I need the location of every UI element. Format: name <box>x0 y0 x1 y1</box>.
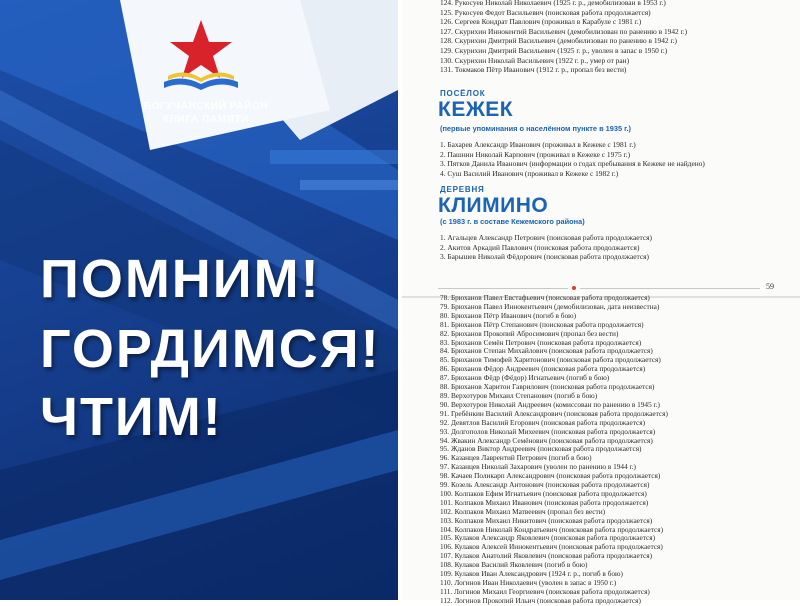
list-item: 96. Казанцев Лаврентий Петрович (погиб в бою) <box>440 453 592 463</box>
list-item: 87. Брюханов Фёдр (Фёдор) Игнатьевич (погиб в бою) <box>440 373 610 383</box>
list-item: 125. Рукосуев Федот Васильевич (поисковая работа продолжается) <box>440 7 651 17</box>
list-item: 103. Колпаков Михаил Никитович (поисковая работа продолжается) <box>440 515 653 525</box>
district-title: БОГУЧАНСКИЙ РАЙОН <box>143 101 269 112</box>
slogan-line-1: ПОМНИМ! <box>40 249 321 309</box>
list-item: 94. Жвакин Александр Семёнович (поисковая работа продолжается) <box>440 435 653 445</box>
list-item: 91. Гребёнкин Василий Александрович (поисковая работа продолжается) <box>440 408 668 418</box>
settlement-name: КЕЖЕК <box>438 98 514 121</box>
list-item: 105. Кулаков Александр Яковлевич (поисковая работа продолжается) <box>440 533 656 543</box>
list-item: 107. Кулаков Анатолий Яковлевич (поисковая работа продолжается) <box>440 551 653 561</box>
list-item: 83. Брюханов Семён Петрович (поисковая работа продолжается) <box>440 337 642 347</box>
settlement-type: ДЕРЕВНЯ <box>440 185 485 194</box>
list-item: 126. Сергеев Кондрат Павлович (проживал в Карабуле с 1981 г.) <box>440 17 642 27</box>
list-item: 88. Брюханов Харитон Гаврилович (поисковая работа продолжается) <box>440 382 655 392</box>
list-item: 111. Логинов Михаил Георгиевич (поисковая работа продолжается) <box>440 586 650 596</box>
list-item: 92. Девятлов Василий Егорович (поисковая работа продолжается) <box>440 417 646 427</box>
list-item: 127. Скурихин Иннокентий Васильевич (демобилизован по ранению в 1942 г.) <box>440 26 688 36</box>
list-item: 1. Бахарев Александр Иванович (проживал в Кежеке с 1981 г.) <box>440 140 636 149</box>
list-item: 99. Козель Александр Антонович (поисковая работа продолжается) <box>440 480 650 490</box>
list-item: 124. Рукосуев Николай Николаевич (1925 г. р., демобилизован в 1953 г.) <box>440 0 666 7</box>
settlement-note: (первые упоминания о населённом пункте в 1935 г.) <box>440 124 632 133</box>
footer-rule <box>438 288 568 289</box>
star-book-logo <box>158 16 244 96</box>
list-item: 112. Логинов Прокопий Ильич (поисковая работа продолжается) <box>440 595 641 605</box>
list-item: 89. Верхотуров Михаил Степанович (погиб в бою) <box>440 390 598 400</box>
list-item: 128. Скурихин Дмитрий Васильевич (демобилизован по ранению в 1942 г.) <box>440 36 677 46</box>
list-item: 104. Колпаков Николай Кондратьевич (поисковая работа продолжается) <box>440 524 664 534</box>
slogan-line-2: ГОРДИМСЯ! <box>40 319 381 379</box>
list-item: 110. Логинов Иван Николаевич (уволен в запас в 1950 г.) <box>440 578 617 587</box>
list-item: 131. Токмаков Пётр Иванович (1912 г. р., пропал без вести) <box>440 65 627 75</box>
list-item: 4. Суш Василий Иванович (проживал в Кежеке с 1982 г.) <box>440 168 619 178</box>
list-item: 95. Жданов Виктор Андреевич (поисковая работа продолжается) <box>440 444 642 454</box>
list-item: 78. Брюханов Павел Евстафьевич (поисковая работа продолжается) <box>440 293 650 302</box>
list-item: 108. Кулаков Василий Яковлевич (погиб в бою) <box>440 560 588 570</box>
list-item: 97. Казанцев Николай Захарович (уволен по ранению в 1944 г.) <box>440 462 636 472</box>
footer-dot <box>572 286 576 290</box>
list-item: 1. Агальцев Александр Петрович (поисковая работа продолжается) <box>440 233 652 242</box>
settlement-name: КЛИМИНО <box>438 194 549 217</box>
list-item: 80. Брюханов Пётр Иванович (погиб в бою) <box>440 310 577 320</box>
list-item: 81. Брюханов Пётр Степанович (поисковая работа продолжается) <box>440 319 644 329</box>
list-item: 109. Кулаков Иван Александрович (1924 г. р., погиб в бою) <box>440 569 623 579</box>
slogan-line-3: ЧТИМ! <box>40 387 223 447</box>
footer-rule <box>580 288 760 289</box>
list-item: 82. Брюханов Прокопий Абросимович (пропал без вести) <box>440 328 619 338</box>
book-cover <box>0 0 398 600</box>
list-item: 102. Колпаков Михаил Матвеевич (пропал без вести) <box>440 506 606 516</box>
book-title: КНИГА ПАМЯТИ <box>163 114 249 125</box>
list-item: 79. Брюханов Павел Иннокентьевич (демобилизован, дата неизвестна) <box>440 301 660 311</box>
list-item: 90. Верхотуров Николай Андреевич (комиссован по ранению в 1945 г.) <box>440 399 660 409</box>
list-item: 85. Брюханов Тимофей Харитонович (поисковая работа продолжается) <box>440 355 661 365</box>
list-item: 2. Пашнин Николай Карпович (проживал в Кежеке с 1975 г.) <box>440 149 631 159</box>
settlement-note: (с 1983 г. в составе Кежемского района) <box>440 217 585 226</box>
list-item: 129. Скурихин Дмитрий Васильевич (1925 г. р., уволен в запас в 1950 г.) <box>440 46 668 55</box>
list-item: 130. Скурихин Николай Васильевич (1922 г. р., умер от ран) <box>440 55 630 65</box>
page-number: 59 <box>766 282 774 291</box>
list-item: 93. Долгополов Николай Михеевич (поисковая работа продолжается) <box>440 426 656 436</box>
list-item: 84. Брюханов Степан Михайлович (поисковая работа продолжается) <box>440 346 653 356</box>
list-item: 106. Кулаков Алексей Иннокентьевич (поисковая работа продолжается) <box>440 542 663 552</box>
name-list <box>440 294 668 606</box>
settlement-type: ПОСЁЛОК <box>440 89 486 98</box>
page-59 <box>402 0 800 296</box>
list-item: 86. Брюханов Фёдор Андреевич (поисковая работа продолжается) <box>440 364 646 374</box>
list-item: 101. Колпаков Михаил Иванович (поисковая работа продолжается) <box>440 497 649 507</box>
list-item: 98. Качаев Поликарп Александрович (поисковая работа продолжается) <box>440 471 661 481</box>
list-item: 3. Пятков Данила Иванович (информации о годах пребывания в Кежеке не найдено) <box>440 159 705 169</box>
list-item: 2. Акитов Аркадий Павлович (поисковая работа продолжается) <box>440 242 640 252</box>
list-item: 100. Колпаков Ефим Игнатьевич (поисковая работа продолжается) <box>440 488 647 498</box>
list-item: 3. Барышев Николай Фёдорович (поисковая работа продолжается) <box>440 252 650 262</box>
lower-list-page <box>402 293 800 605</box>
